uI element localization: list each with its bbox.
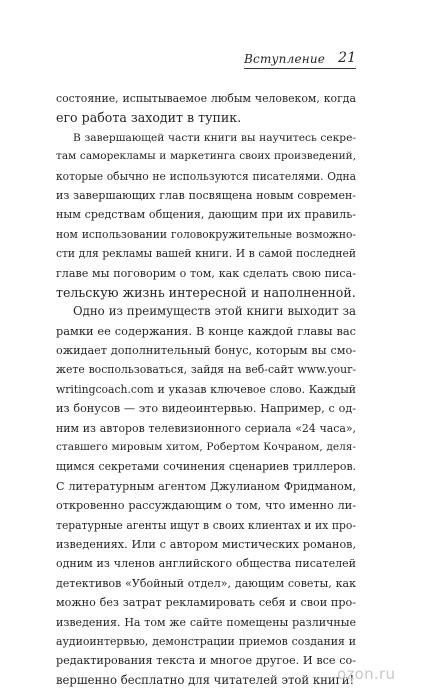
text-line: там саморекламы и маркетинга своих произведений, [56,150,356,163]
text-line: можно без затрат рекламировать себя и свои про- [56,596,356,610]
text-line: его работа заходит в тупик. [56,110,242,126]
running-header [244,47,356,69]
text-line: изведения. На том же сайте помещены различные [56,615,356,629]
text-line: детективов «Убойный отдел», дающим советы, как [56,576,356,590]
text-line: щимся секретами сочинения сценариев триллеров. [56,460,356,474]
text-line: из бонусов — это видеоинтервью. Например, с од- [56,402,356,416]
text-line: тературные агенты ищут в своих клиентах и их про- [56,518,356,532]
text-line: рамки ее содержания. В конце каждой главы вас [56,323,356,338]
text-line: Одно из преимуществ этой книги выходит за [73,304,356,319]
text-line: состояние, испытываемое любым человеком, когда [56,92,356,105]
text-line: одним из членов английского общества писателей [56,557,356,571]
text-line: главе мы поговорим о том, как сделать свою писа- [56,266,356,280]
text-line: ним из авторов телевизионного сериала «24 часа», [56,421,356,435]
text-line: ставшего мировым хитом, Робертом Кочраном, деля- [56,441,356,454]
text-line: ным средствам общения, дающим при их правиль- [56,208,356,222]
text-line: из завершающих глав посвящена новым современ- [56,188,356,202]
body-text [56,89,356,690]
text-line: сти для рекламы вашей книги. И в самой последней [56,247,356,261]
text-line: В завершающей части книги вы научитесь секре- [73,130,356,144]
text-line: которые обычно не используются писателями. Одна [56,169,356,183]
watermark-logo: ozon.ru [337,665,396,683]
text-line: ожидает дополнительный бонус, которым вы смо- [56,344,356,358]
text-line: С литературным агентом Джулианом Фридманом, [56,479,356,493]
text-line: жете воспользоваться, зайдя на веб-сайт www.your- [56,363,356,377]
text-line: тельскую жизнь интересной и наполненной. [56,284,356,300]
text-line: writingcoach.com и указав ключевое слово. Каждый [56,382,356,396]
chapter-title: Вступление [244,52,326,66]
text-line: аудиоинтервью, демонстрации приемов создания и [56,634,356,648]
text-line: откровенно рассуждающим о том, что именно ли- [56,499,356,513]
text-line: ном использовании головокружительные возможно- [56,227,356,241]
page-number: 21 [338,50,356,66]
text-line: вершенно бесплатно для читателей этой книги! [56,672,355,687]
text-line: изведениях. Или с автором мистических романов, [56,537,356,551]
text-line: редактирования текста и многое другое. И все со- [56,654,356,668]
